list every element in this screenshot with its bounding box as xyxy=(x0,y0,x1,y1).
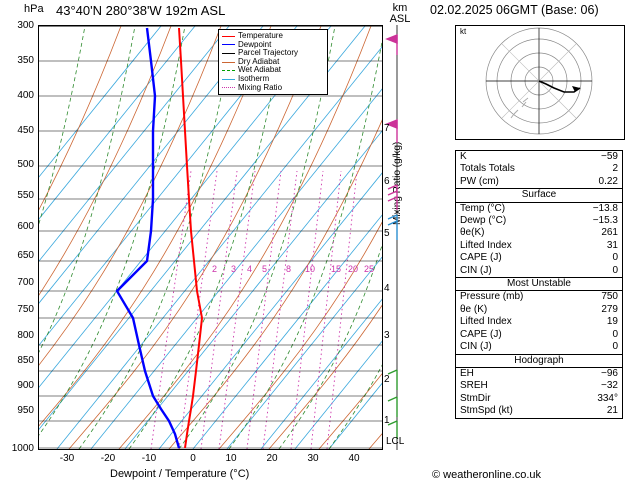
mu-row-pressure xyxy=(456,291,622,303)
index-row-k xyxy=(456,151,622,163)
legend-label-wet-adiabat: Wet Adiabat xyxy=(238,65,281,75)
surface-section-title: Surface xyxy=(456,188,622,202)
pressure-tick-500: 500 xyxy=(17,159,34,170)
forecast-date-title: 02.02.2025 06GMT (Base: 06) xyxy=(430,3,599,17)
mixing-ratio-lines xyxy=(151,171,357,449)
surface-value-li: 31 xyxy=(606,239,618,251)
temp-tick--20: -20 xyxy=(100,453,116,464)
hodo-row-sreh xyxy=(456,380,622,392)
surface-label-thetae: θe(K) xyxy=(460,227,485,239)
mu-value-cape: 0 xyxy=(612,328,618,340)
hodo-value-sreh: −32 xyxy=(601,380,618,392)
pressure-tick-800: 800 xyxy=(17,330,34,341)
skewt-chart xyxy=(38,25,383,450)
surface-row-cape xyxy=(456,252,622,264)
km-label-line1: km xyxy=(392,2,408,14)
mixing-ratio-tick-2: 2 xyxy=(212,264,218,274)
hodo-label-stmdir: StmDir xyxy=(460,392,491,404)
pressure-tick-750: 750 xyxy=(17,304,34,315)
surface-row-temp xyxy=(456,203,622,215)
pressure-tick-400: 400 xyxy=(17,90,34,101)
pressure-tick-700: 700 xyxy=(17,277,34,288)
temp-tick-20: 20 xyxy=(266,453,278,464)
dewpoint-profile xyxy=(117,28,179,448)
mixing-ratio-tick-20: 20 xyxy=(348,264,359,274)
mixing-ratio-tick-3: 3 xyxy=(231,264,237,274)
mu-label-cape: CAPE (J) xyxy=(460,328,502,340)
hodo-label-eh: EH xyxy=(460,367,474,379)
isotherm-lines xyxy=(39,26,382,449)
km-label-line2: ASL xyxy=(389,13,411,25)
hodo-row-eh xyxy=(456,368,622,380)
surface-row-thetae xyxy=(456,227,622,239)
mu-value-thetae: 279 xyxy=(601,303,618,315)
temp-tick-10: 10 xyxy=(225,453,237,464)
chart-legend xyxy=(218,29,328,95)
km-tick-7: 7 xyxy=(384,123,390,134)
altitude-axis-unit-label xyxy=(388,3,412,25)
mixing-ratio-tick-10: 10 xyxy=(305,264,316,274)
legend-label-dewpoint: Dewpoint xyxy=(238,39,272,49)
surface-label-dewp: Dewp (°C) xyxy=(460,215,507,227)
hodograph-section-title: Hodograph xyxy=(456,354,622,368)
temp-tick--10: -10 xyxy=(141,453,157,464)
hodograph-plot xyxy=(455,25,625,140)
km-tick-3: 3 xyxy=(384,330,390,341)
legend-label-isotherm: Isotherm xyxy=(238,73,270,83)
legend-label-dry-adiabat: Dry Adiabat xyxy=(238,56,280,66)
hodograph-unit-label: kt xyxy=(460,27,467,36)
surface-value-cin: 0 xyxy=(612,264,618,276)
mu-row-cape xyxy=(456,329,622,341)
temp-tick--30: -30 xyxy=(59,453,75,464)
hodo-row-stmdir xyxy=(456,393,622,405)
pressure-tick-900: 900 xyxy=(17,380,34,391)
legend-label-mixing-ratio: Mixing Ratio xyxy=(238,82,283,92)
hodo-row-stmspd xyxy=(456,405,622,417)
temp-tick-30: 30 xyxy=(307,453,319,464)
pressure-tick-450: 450 xyxy=(17,125,34,136)
mu-value-li: 19 xyxy=(606,316,618,328)
temperature-profile xyxy=(179,28,202,448)
hodo-value-stmdir: 334° xyxy=(597,392,618,404)
mu-value-pressure: 750 xyxy=(601,291,618,303)
surface-label-temp: Temp (°C) xyxy=(460,202,506,214)
mixing-ratio-tick-4: 4 xyxy=(247,264,253,274)
hodo-value-eh: −96 xyxy=(601,367,618,379)
pressure-axis-unit-label: hPa xyxy=(24,3,44,15)
pressure-tick-300: 300 xyxy=(17,20,34,31)
pressure-tick-350: 350 xyxy=(17,55,34,66)
mu-label-pressure: Pressure (mb) xyxy=(460,291,524,303)
km-tick-6: 6 xyxy=(384,176,390,187)
km-tick-2: 2 xyxy=(384,374,390,385)
surface-row-li xyxy=(456,240,622,252)
hodograph-svg xyxy=(456,26,622,137)
hodo-label-sreh: SREH xyxy=(460,380,488,392)
x-axis-title: Dewpoint / Temperature (°C) xyxy=(110,468,250,480)
mixing-ratio-tick-8: 8 xyxy=(286,264,292,274)
pressure-tick-1000: 1000 xyxy=(11,443,34,454)
skewt-svg xyxy=(39,26,382,449)
pressure-tick-950: 950 xyxy=(17,405,34,416)
mu-value-cin: 0 xyxy=(612,341,618,353)
mu-label-cin: CIN (J) xyxy=(460,341,492,353)
index-row-totals xyxy=(456,163,622,175)
station-title: 43°40'N 280°38'W 192m ASL xyxy=(56,3,226,18)
hodo-value-stmspd: 21 xyxy=(606,405,618,417)
mixing-ratio-tick-5: 5 xyxy=(262,264,268,274)
index-value-k: −59 xyxy=(601,151,618,162)
indices-panel xyxy=(455,150,623,419)
mu-label-thetae: θe (K) xyxy=(460,303,488,315)
mixing-ratio-tick-15: 15 xyxy=(331,264,342,274)
index-value-pw: 0.22 xyxy=(598,175,618,187)
surface-value-dewp: −15.3 xyxy=(592,215,618,227)
lcl-label: LCL xyxy=(386,436,405,447)
legend-label-temperature: Temperature xyxy=(238,31,283,40)
surface-label-li: Lifted Index xyxy=(460,239,512,251)
surface-label-cape: CAPE (J) xyxy=(460,252,502,264)
surface-row-cin xyxy=(456,265,622,277)
pressure-tick-650: 650 xyxy=(17,250,34,261)
legend-label-parcel: Parcel Trajectory xyxy=(238,48,299,58)
index-label-totals: Totals Totals xyxy=(460,163,515,175)
mixing-ratio-axis-title: Mixing Ratio (g/kg) xyxy=(392,141,403,225)
pressure-tick-600: 600 xyxy=(17,221,34,232)
temp-tick-0: 0 xyxy=(190,453,196,464)
surface-label-cin: CIN (J) xyxy=(460,264,492,276)
mu-row-li xyxy=(456,316,622,328)
km-tick-4: 4 xyxy=(384,283,390,294)
pressure-tick-850: 850 xyxy=(17,355,34,366)
surface-row-dewp xyxy=(456,215,622,227)
mu-row-thetae xyxy=(456,304,622,316)
surface-value-cape: 0 xyxy=(612,252,618,264)
legend-item-mixing-ratio xyxy=(222,84,324,93)
surface-value-thetae: 261 xyxy=(601,227,618,239)
mu-row-cin xyxy=(456,341,622,353)
surface-value-temp: −13.8 xyxy=(592,202,618,214)
km-tick-5: 5 xyxy=(384,228,390,239)
index-label-k: K xyxy=(460,151,467,162)
mixing-ratio-tick-25: 25 xyxy=(364,264,375,274)
mu-label-li: Lifted Index xyxy=(460,316,512,328)
km-tick-1: 1 xyxy=(384,415,390,426)
temp-tick-40: 40 xyxy=(348,453,360,464)
most-unstable-section-title: Most Unstable xyxy=(456,277,622,291)
copyright-footer: © weatheronline.co.uk xyxy=(432,469,542,481)
pressure-tick-550: 550 xyxy=(17,190,34,201)
hodo-label-stmspd: StmSpd (kt) xyxy=(460,405,513,417)
index-label-pw: PW (cm) xyxy=(460,175,499,187)
index-value-totals: 2 xyxy=(612,163,618,175)
index-row-pw xyxy=(456,176,622,188)
